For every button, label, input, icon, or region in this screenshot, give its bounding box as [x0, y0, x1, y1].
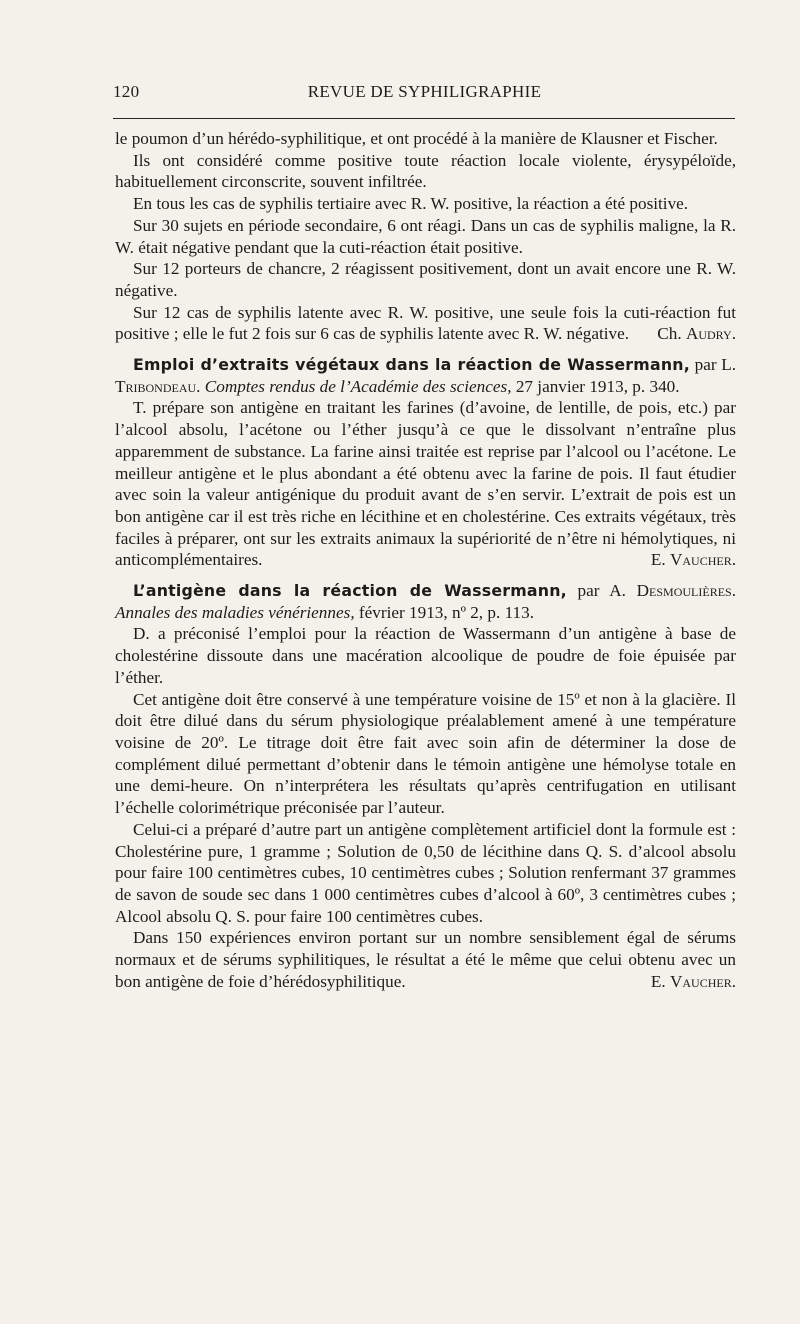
paragraph-text: Sur 12 cas de syphilis latente avec R. W. positive, une seule fois la cuti-réaction fut positive ; elle le fut 2 fois sur 6 cas de syphilis latente avec R. W. négative. [115, 302, 736, 344]
review-heading [115, 354, 736, 397]
paragraph: Celui-ci a préparé d’autre part un antigène complètement artificiel dont la formule est : Cholestérine pure, 1 gramme ; Solution de 0,50 de lécithine dans Q. S. d’alcool absolu pour faire 100 centimètres cubes, 10 centimètres cubes ; Solution renfermant 37 grammes de savon de soude sec dans 1 000 centimètres cubes d’alcool à 60º, 3 centimètres cubes ; Alcool absolu Q. S. pour faire 100 centimètres cubes. [115, 819, 736, 926]
signature [651, 971, 736, 993]
paragraph-text: T. prépare son antigène en traitant les farines (d’avoine, de lentille, de pois, etc.) par l’alcool absolu, l’acétone ou l’éther jusqu’à ce que le dissolvant n’entraîne plus apparemment de substance. La farine ainsi traitée est reprise par l’alcool ou l’acétone. Le meilleur antigène et le plus abondant a été obtenu avec la farine de pois. Il faut étudier avec soin la valeur antigénique du produit avant de s’en servir. L’extrait de pois est un bon antigène car il est très riche en lécithine et en cholestérine. Ces extraits végétaux, très faciles à préparer, ont sur les extraits animaux la supériorité de n’être ni hémolytiques, ni anticomplémentaires. [115, 398, 736, 570]
author-name: Desmoulières. [636, 581, 737, 601]
paragraph: Sur 12 porteurs de chancre, 2 réagissent positivement, dont un avait encore une R. W. négative. [115, 259, 736, 300]
paragraph [115, 397, 736, 571]
review-title-by: par A. [577, 581, 626, 601]
publication-date: février 1913, nº 2, p. 113. [358, 602, 535, 622]
signature-name: Audry. [685, 324, 736, 344]
paragraph: En tous les cas de syphilis tertiaire avec R. W. positive, la réaction a été positive. [133, 194, 689, 214]
signature-name: Vaucher. [669, 550, 736, 570]
author-name: Tribondeau. [115, 376, 201, 396]
review-title: L’antigène dans la réaction de Wassermann, [133, 581, 567, 601]
paragraph: Sur 30 sujets en période secondaire, 6 ont réagi. Dans un cas de syphilis maligne, la R. W. était négative pendant que la cuti-réaction était positive. [115, 215, 736, 257]
header-rule [113, 118, 735, 119]
signature-name: Vaucher. [669, 971, 736, 991]
section-gap [115, 345, 736, 354]
paragraph [115, 302, 736, 345]
publication-date: 27 janvier 1913, p. 340. [515, 376, 680, 396]
journal-name: Annales des maladies vénériennes, [115, 602, 355, 622]
signature [651, 549, 736, 571]
paragraph: le poumon d’un hérédo-syphilitique, et ont procédé à la manière de Klausner et Fischer. [115, 129, 718, 148]
review-title-by: par [694, 355, 717, 375]
author-initial: L. [721, 355, 737, 375]
paragraph: D. a préconisé l’emploi pour la réaction de Wassermann d’un antigène à base de cholestérine dissoute dans une macération alcoolique de poudre de foie épuisée par l’éther. [115, 624, 736, 687]
page-number: 120 [113, 82, 140, 101]
signature-initials: Ch. [657, 324, 682, 344]
page-header [113, 82, 736, 106]
signature [657, 323, 736, 345]
journal-name: Comptes rendus de l’Académie des sciences, [204, 376, 512, 396]
review-heading [115, 580, 736, 623]
article-body [115, 128, 736, 992]
paragraph [115, 927, 736, 992]
signature-initials: E. [650, 971, 666, 991]
paragraph: Cet antigène doit être conservé à une température voisine de 15º et non à la glacière. Il doit être dilué dans du sérum physiologique préalablement amené à une température voisine de 20º. Le titrage doit être fait avec soin afin de déterminer la dose de complément dilué permettant d’obtenir dans le témoin antigène une hémolyse totale en une demi-heure. On n’interprétera les résultats qu’après centrifugation en utilisant l’échelle colorimétrique préconisée par l’auteur. [115, 689, 736, 818]
running-title: REVUE DE SYPHILIGRAPHIE [307, 82, 542, 101]
review-title: Emploi d’extraits végétaux dans la réaction de Wassermann, [133, 355, 690, 375]
section-gap [115, 571, 736, 580]
paragraph: Ils ont considéré comme positive toute réaction locale violente, érysypéloïde, habituellement circonscrite, souvent infiltrée. [115, 150, 736, 192]
signature-initials: E. [650, 550, 666, 570]
paragraph-text: Dans 150 expériences environ portant sur un nombre sensiblement égal de sérums normaux et de sérums syphilitiques, le résultat a été le même que celui obtenu avec un bon antigène de foie d’hérédosyphilitique. [115, 928, 736, 991]
